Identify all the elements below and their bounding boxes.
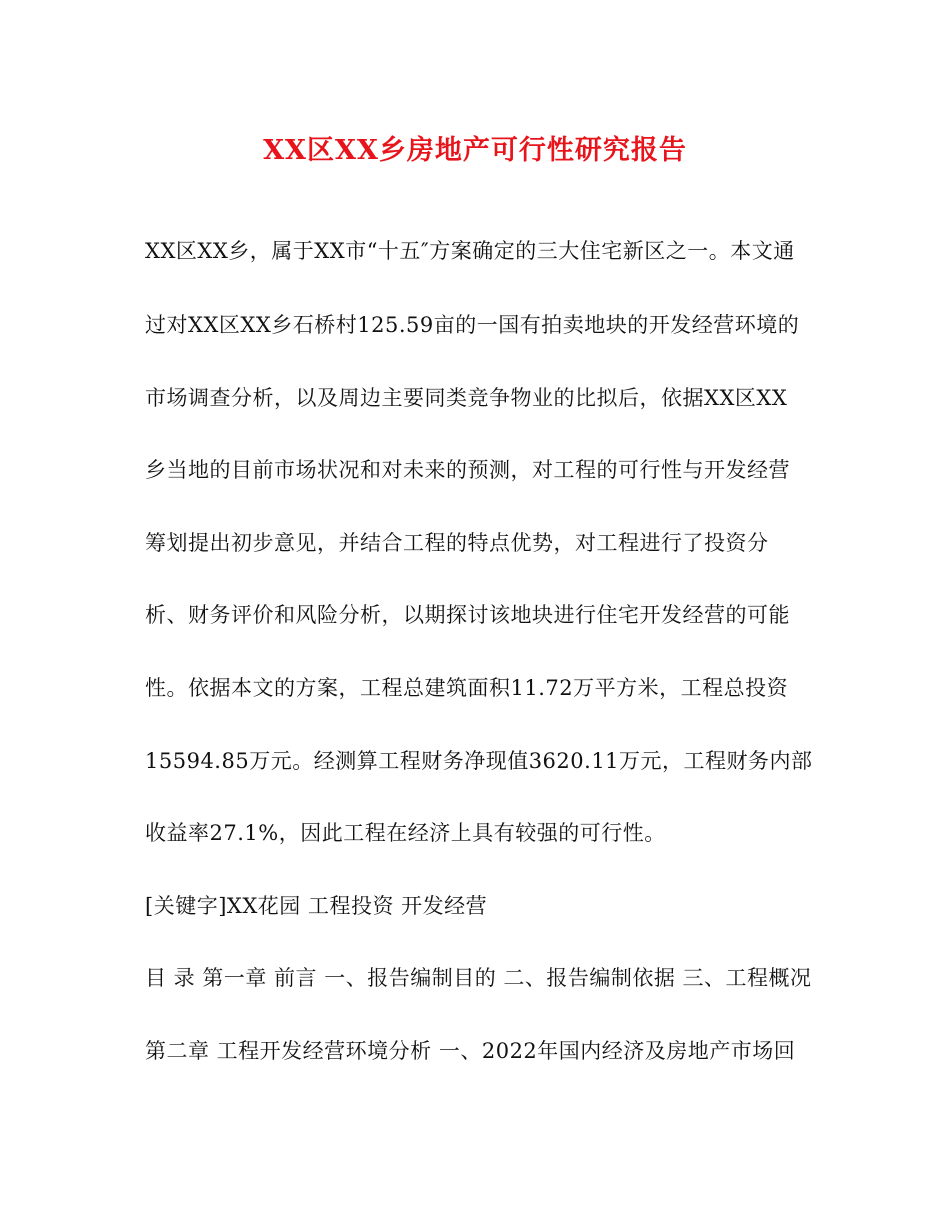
- toc-line-1: 目 录 第一章 前言 一、报告编制目的 二、报告编制依据 三、工程概况: [145, 966, 812, 990]
- body-line-8: 15594.85万元。经测算工程财务净现值3620.11万元，工程财务内部: [145, 749, 813, 773]
- document-title: XX区XX乡房地产可行性研究报告: [263, 135, 687, 166]
- body-line-5: 筹划提出初步意见，并结合工程的特点优势，对工程进行了投资分: [145, 531, 769, 555]
- body-line-2: 过对XX区XX乡石桥村125.59亩的一国有拍卖地块的开发经营环境的: [145, 313, 800, 337]
- body-line-7: 性。依据本文的方案，工程总建筑面积11.72万平方米，工程总投资: [145, 676, 789, 700]
- body-line-4: 乡当地的目前市场状况和对未来的预测，对工程的可行性与开发经营: [145, 458, 790, 482]
- body-line-6: 析、财务评价和风险分析，以期探讨该地块进行住宅开发经营的可能: [145, 603, 790, 627]
- body-line-9: 收益率27.1%，因此工程在经济上具有较强的可行性。: [145, 821, 666, 845]
- keywords-line: [关键字]XX花园 工程投资 开发经营: [145, 894, 488, 918]
- toc-line-2: 第二章 工程开发经营环境分析 一、2022年国内经济及房地产市场回: [145, 1039, 796, 1063]
- body-line-1: XX区XX乡，属于XX市“十五″方案确定的三大住宅新区之一。本文通: [145, 239, 795, 263]
- body-line-3: 市场调查分析，以及周边主要同类竞争物业的比拟后，依据XX区XX: [145, 386, 788, 410]
